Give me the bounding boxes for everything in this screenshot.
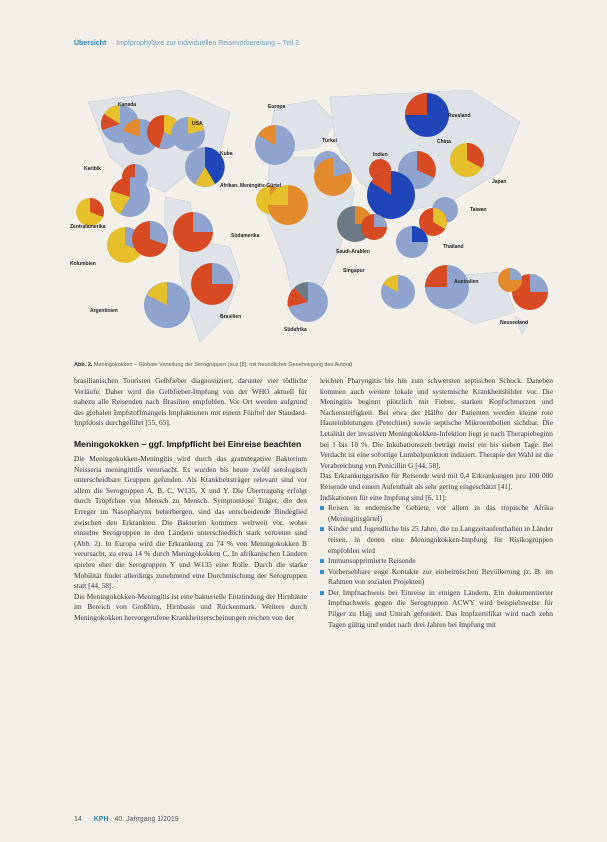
- right-column: [320, 376, 553, 630]
- left-column: [74, 376, 307, 623]
- pie-singapur: [381, 275, 415, 309]
- label-kolumbien: Kolumbien: [70, 261, 96, 267]
- list-item: Der Impfnachweis bei Einreise in einigen Ländern. Ein dokumentierter Impfnachweis gegen die Serogruppen ACWY wird beispielsweise für Pilger zu Hajj und Umrah gefordert. Das Impfzertifikat wird nach zehn Tagen gültig und endet nach drei Jahren bei Impfung mit: [320, 588, 553, 630]
- caption-text: Meningokokken – Globale Verteilung der Serogruppen (aus [8]; mit freundlicher Genehmigung des Autors): [93, 362, 353, 368]
- section-subtitle: Impfprophylaxe zur individuellen Reisevorbereitung – Teil 2: [116, 40, 300, 47]
- label-china: China: [437, 139, 451, 145]
- section-label: Übersicht: [74, 40, 107, 47]
- pie-brasilien: [191, 263, 233, 305]
- label-russland: Russland: [448, 113, 471, 119]
- meningococcal-world-map-figure: [70, 62, 562, 360]
- paragraph-meningitis-description: Die Meningokokken-Meningitis ist eine bakterielle Entzündung der Hirnhäute im Bereich von Großhirn, Hirnbasis und Rückenmark. Weitere durch Meningokokken hervorgerufene Krankheitserscheinungen reichen von der: [74, 591, 307, 622]
- pie-thailand: [396, 226, 428, 258]
- label-karibik: Karibik: [84, 166, 101, 172]
- label-zentralamerika: Zentralamerika: [70, 224, 106, 230]
- paragraph-yellow-fever: brasilianischen Touristen Gelbfieber diagnostiziert, darunter vier tödliche Verläufe. Daher wird die Gelbfieber-Impfung von der WHO aktuell für nahezu alle Reisenden nach Brasilien empfohlen. Vor Ort werden aufgrund des globalen Impfstoffmangels Impfaktionen mit einem Fünftel der Standard-Impfdosis durchgeführt [55, 65].: [74, 376, 307, 428]
- label-europa: Europa: [268, 104, 286, 110]
- pie-zentralamerika: [76, 198, 104, 226]
- pie-iran: [367, 171, 415, 219]
- label-suedamerika: Südamerika: [231, 233, 260, 239]
- label-usa: USA: [192, 121, 203, 127]
- label-argentinien: Argentinien: [90, 308, 118, 314]
- label-singapur: Singapur: [343, 268, 365, 274]
- list-item: Immunsupprimierte Reisende: [320, 556, 553, 567]
- pie-europa: [255, 125, 295, 165]
- journal-name: KPH: [93, 816, 109, 823]
- paragraph-indications: Indikationen für eine Impfung sind [6, 11]:: [320, 492, 447, 502]
- section-heading-meningococcus: Meningokokken – ggf. Impfpflicht bei Einreise beachten: [74, 438, 302, 449]
- label-kuba: Kuba: [220, 151, 233, 157]
- indication-list: [320, 503, 553, 630]
- label-japan: Japan: [492, 179, 507, 185]
- pie-argentinien: [144, 282, 190, 328]
- label-suedafrika: Südafrika: [284, 327, 307, 333]
- label-thailand: Thailand: [443, 244, 464, 250]
- page-number: 14: [74, 816, 82, 823]
- pie-kuba: [185, 147, 225, 187]
- paragraph-risk: Das Erkrankungsrisiko für Reisende wird mit 0,4 Erkrankungen pro 100 000 Reisende und einem Aufenthalt als sehr gering eingeschätzt [41].: [320, 471, 553, 491]
- caption-label: Abb. 2.: [74, 362, 93, 368]
- label-saudi-arabien: Saudi-Arabien: [336, 249, 370, 255]
- pie-saudi-b: [361, 214, 387, 240]
- paragraph-symptoms: leichten Pharyngitis bis hin zum schwersten septischen Schock. Daneben kommen auch weitere lokale und systemische Krankheitsbilder vor. Die Meningitis beginnt plötzlich mit Fieber, starken Kopfschmerzen und Nackensteifigkeit. Bei etwa der Hälfte der Patienten werden kleine rote Hauteinblutungen (Petechien) sowie septische Mikroembolien sichtbar. Die Letalität der invasiven Meningokokken-Infektion liegt je nach Therapiebeginn bei 1 bis 10 %. Die Inkubationszeit beträgt meist ein bis sieben Tage. Bei Verdacht ist eine sofortige Lumbalpunktion indiziert. Therapie der Wahl ist die Verabreichung von Penicillin G [44, 58].: [320, 376, 553, 470]
- label-kanada: Kanada: [118, 102, 137, 108]
- label-australien: Australien: [454, 279, 479, 285]
- label-tuerkei: Türkei: [322, 138, 338, 144]
- pie-australien: [425, 265, 469, 309]
- pie-neuseeland-b: [498, 268, 522, 292]
- list-item: Kinder und Jugendliche bis 25 Jahre, die zu Langzeitaufenthalten in Länder reisen, in denen eine Meningokokken-Impfung für Risikogruppen empfohlen wird: [320, 524, 553, 556]
- label-meningitisguertel: Afrikan. Meningitis-Gürtel: [220, 183, 282, 189]
- list-item: Vorhersehbare enge Kontakte zur einheimischen Bevölkerung (z. B. im Rahmen von sozialen Projekten): [320, 567, 553, 588]
- list-item: Reisen in endemische Gebiete, vor allem in das tropische Afrika (Meningitisgürtel): [320, 503, 553, 524]
- paragraph-meningococcus-intro: Die Meningokokken-Meningitis wird durch das gramnegative Bakterium Neisseria meningitidis verursacht. Es wurden bis heute zwölf serologisch unterscheidbare Gruppen gefunden. Als Krankheitsträger relevant sind vor allem die Serogruppen A, B, C, W135, X und Y. Die Übertragung erfolgt durch Tröpfchen von Mensch zu Mensch. Symptomlose Träger, die den Erreger im Nasopharynx beherbergen, sind das entscheidende Bindeglied zwischen den Erkrankten. Die Bakterien kommen weltweit vor, wobei einzelne Serogruppen in den Ländern unterschiedlich stark vertreten sind (Abb. 2). In Europa wird die Erkrankung zu 74 % von Meningokokken B verursacht, zu etwa 14 % durch Meningokokken C. In afrikanischen Ländern spielen eher die Serogruppen Y und W135 eine Rolle. Durch die starke Mobilität findet allerdings zunehmend eine Durchmischung der Serogruppen statt [44, 58].: [74, 453, 307, 591]
- label-brasilien: Brasilien: [220, 314, 242, 320]
- pie-karibik-b: [110, 177, 150, 217]
- pie-africa-b: [268, 185, 308, 225]
- label-indien: Indien: [373, 152, 388, 158]
- world-map: [70, 62, 562, 360]
- label-taiwan: Taiwan: [470, 207, 487, 213]
- pie-suedamerika: [173, 212, 213, 252]
- pie-russland: [405, 93, 449, 137]
- pie-tuerkei-b: [314, 158, 352, 196]
- figure-caption: [74, 362, 554, 368]
- label-neuseeland: Neuseeland: [500, 320, 529, 326]
- pie-china-b: [450, 143, 484, 177]
- journal-issue: 40. Jahrgang 1/2019: [114, 816, 179, 823]
- page-header: [74, 40, 299, 47]
- page-footer: [74, 816, 179, 823]
- pie-kolumbien-b: [132, 221, 168, 257]
